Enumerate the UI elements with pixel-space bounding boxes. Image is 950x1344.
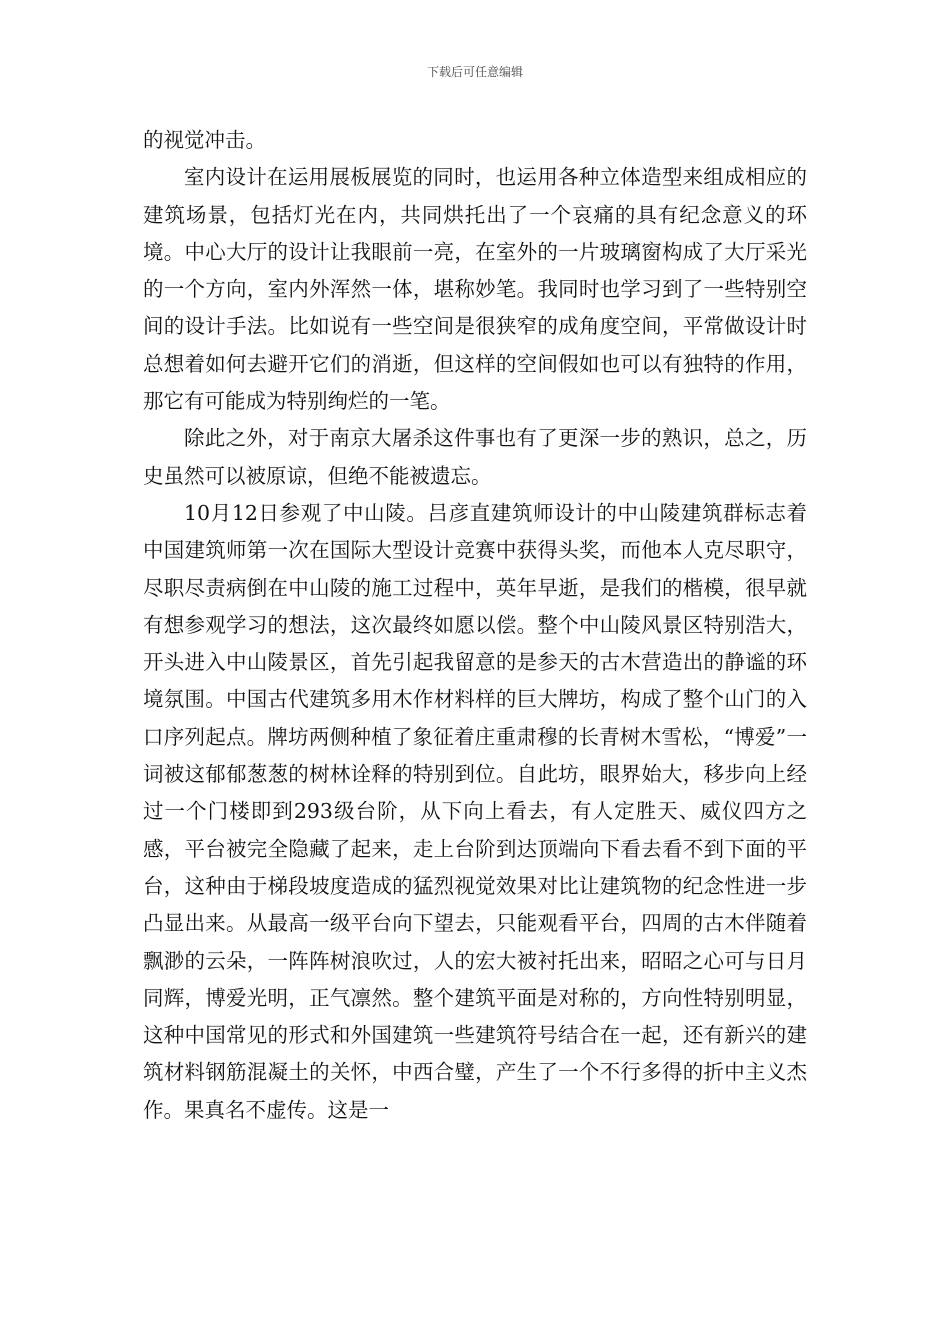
paragraph-zhongshan-mausoleum: 10月12日参观了中山陵。吕彦直建筑师设计的中山陵建筑群标志着中国建筑师第一次在国际大型设计竞赛中获得头奖，而他本人克尽职守，尽职尽责病倒在中山陵的施工过程中，英年早逝，是我们的楷模，很早就有想参观学习的想法，这次最终如愿以偿。整个中山陵风景区特别浩大，开头进入中山陵景区，首先引起我留意的是参天的古木营造出的静谧的环境氛围。中国古代建筑多用木作材料样的巨大牌坊，构成了整个山门的入口序列起点。牌坊两侧种植了象征着庄重肃穆的长青树木雪松，“博爱”一词被这郁郁葱葱的树林诠释的特别到位。自此坊，眼界始大，移步向上经过一个门楼即到293级台阶，从下向上看去，有人定胜天、威仪四方之感，平台被完全隐藏了起来，走上台阶到达顶端向下看去看不到下面的平台，这种由于梯段坡度造成的猛烈视觉效果对比让建筑物的纪念性进一步凸显出来。从最高一级平台向下望去，只能观看平台，四周的古木伴随着飘渺的云朵，一阵阵树浪吹过，人的宏大被衬托出来，昭昭之心可与日月同辉，博爱光明，正气凛然。整个建筑平面是对称的，方向性特别明显，这种中国常见的形式和外国建筑一些建筑符号结合在一起，还有新兴的建筑材料钢筋混凝土的关怀，中西合璧，产生了一个不行多得的折中主义杰作。果真名不虚传。这是一 (143, 500, 807, 1122)
paragraph-continuation: 的视觉冲击。 (143, 128, 266, 152)
page-header: 下载后可任意编辑 (426, 65, 523, 79)
paragraph-history: 除此之外，对于南京大屠杀这件事也有了更深一步的熟识，总之，历史虽然可以被原谅，但绝不能被遗忘。 (143, 426, 807, 488)
paragraph-interior-design: 室内设计在运用展板展览的同时，也运用各种立体造型来组成相应的建筑场景，包括灯光在内，共同烘托出了一个哀痛的具有纪念意义的环境。中心大厅的设计让我眼前一亮，在室外的一片玻璃窗构成了大厅采光的一个方向，室内外浑然一体，堪称妙笔。我同时也学习到了一些特别空间的设计手法。比如说有一些空间是很狭窄的成角度空间，平常做设计时总想着如何去避开它们的消逝，但这样的空间假如也可以有独特的作用，那它有可能成为特别绚烂的一笔。 (143, 165, 807, 414)
document-body (143, 122, 807, 1129)
